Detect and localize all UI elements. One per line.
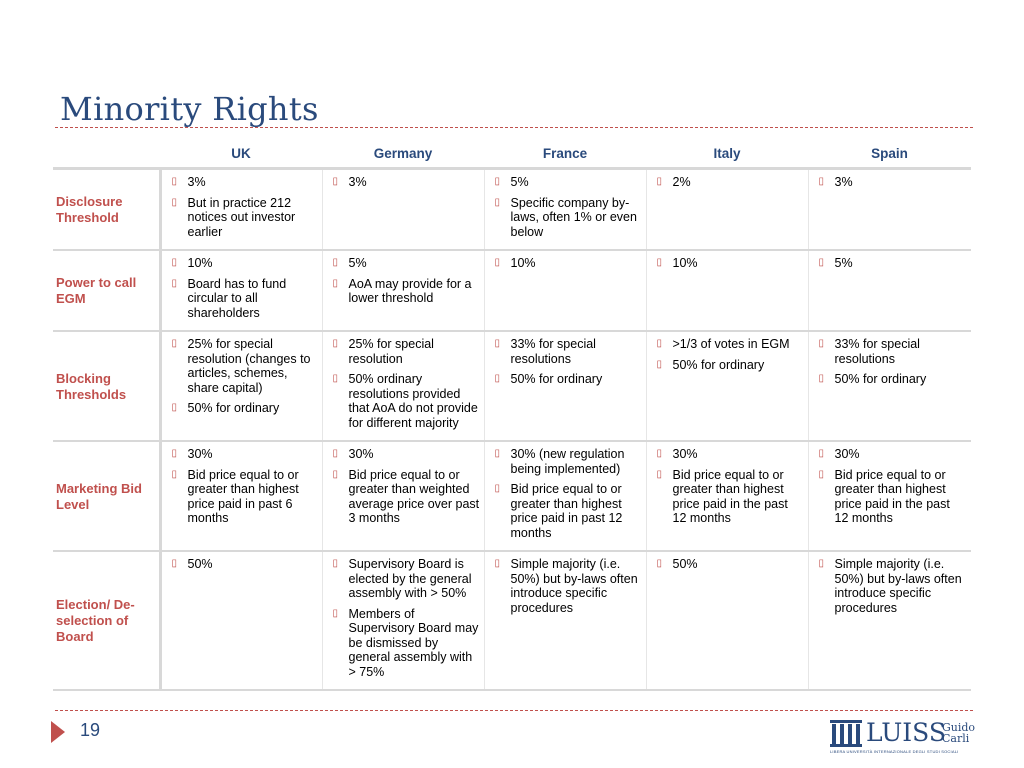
bullet-list — [168, 175, 318, 239]
table-cell — [322, 169, 484, 251]
column-header: UK — [160, 140, 322, 169]
bullet-list — [815, 557, 968, 615]
bullet-icon: ▯ — [332, 448, 339, 459]
row-header: Disclosure Threshold — [53, 169, 160, 251]
table-cell — [484, 250, 646, 331]
bullet-list — [815, 175, 968, 190]
bullet-text: 30% — [187, 447, 213, 461]
table-cell — [646, 441, 808, 551]
bullet-item — [168, 175, 318, 190]
bullet-icon: ▯ — [171, 468, 178, 480]
bullet-text: Bid price equal to or greater than highest price paid in the past 12 months — [834, 467, 950, 525]
bullet-icon: ▯ — [332, 558, 339, 569]
row-header: Power to call EGM — [53, 250, 160, 331]
bullet-text: 25% for special resolution (changes to articles, schemes, share capital) — [187, 337, 311, 395]
bullet-icon: ▯ — [332, 257, 339, 268]
bullet-list — [653, 175, 804, 190]
bullet-icon: ▯ — [494, 448, 501, 459]
bullet-text: >1/3 of votes in EGM — [672, 337, 790, 351]
bullet-list — [815, 447, 968, 526]
bullet-text: 50% — [187, 557, 213, 571]
bullet-text: Bid price equal to or greater than highest price paid in past 12 months — [510, 482, 623, 540]
bullet-item — [491, 557, 642, 615]
bullet-text: 5% — [510, 175, 529, 189]
bullet-list — [653, 557, 804, 572]
bullet-icon: ▯ — [494, 338, 501, 349]
bullet-list — [168, 337, 318, 416]
table-cell — [646, 551, 808, 690]
bullet-text: 2% — [672, 175, 691, 189]
bullet-text: Supervisory Board is elected by the general assembly with > 50% — [348, 557, 472, 600]
table-cell — [808, 169, 971, 251]
footer-divider — [55, 710, 973, 711]
bullet-list — [168, 256, 318, 320]
bullet-item — [329, 277, 480, 306]
bullet-list — [491, 337, 642, 387]
column-header: Germany — [322, 140, 484, 169]
logo-column — [840, 724, 844, 744]
table-cell — [160, 441, 322, 551]
bullet-text: 25% for special resolution — [348, 337, 434, 366]
bullet-item — [491, 256, 642, 271]
table-cell — [322, 331, 484, 441]
bullet-icon: ▯ — [494, 196, 501, 208]
table-cell — [646, 250, 808, 331]
luiss-logo — [830, 720, 975, 755]
table-cell — [484, 331, 646, 441]
bullet-item — [653, 256, 804, 271]
bullet-text: 5% — [834, 256, 853, 270]
bullet-icon: ▯ — [171, 277, 178, 289]
table-cell — [160, 250, 322, 331]
table-row — [53, 441, 971, 551]
bullet-icon: ▯ — [494, 483, 501, 494]
bullet-list — [329, 256, 480, 306]
bullet-text: 50% ordinary resolutions provided that AoA do not provide for different majority — [348, 372, 478, 430]
table-cell — [646, 331, 808, 441]
logo-pediment — [830, 720, 862, 723]
bullet-item — [653, 337, 804, 352]
bullet-list — [329, 447, 480, 526]
bullet-list — [168, 557, 318, 572]
bullet-icon: ▯ — [332, 607, 339, 619]
table-cell — [808, 250, 971, 331]
bullet-list — [653, 337, 804, 372]
table-cell — [160, 331, 322, 441]
bullet-icon: ▯ — [818, 558, 825, 569]
bullet-list — [491, 256, 642, 271]
table-row — [53, 250, 971, 331]
bullet-icon: ▯ — [171, 402, 178, 413]
table-header-row — [53, 140, 971, 169]
table-cell — [322, 551, 484, 690]
bullet-text: 33% for special resolutions — [510, 337, 596, 366]
table-cell — [808, 331, 971, 441]
corner-cell — [53, 140, 160, 169]
table-cell — [808, 551, 971, 690]
bullet-text: 50% — [672, 557, 698, 571]
bullet-item — [491, 447, 642, 476]
bullet-item — [653, 175, 804, 190]
table-cell — [484, 169, 646, 251]
bullet-icon: ▯ — [171, 257, 178, 268]
bullet-icon: ▯ — [332, 373, 339, 384]
bullet-text: 3% — [187, 175, 206, 189]
table-cell — [160, 169, 322, 251]
row-header: Election/ De-selection of Board — [53, 551, 160, 690]
bullet-item — [329, 557, 480, 601]
title-divider — [55, 127, 973, 128]
bullet-text: 3% — [348, 175, 367, 189]
bullet-item — [815, 337, 968, 366]
bullet-text: 30% — [672, 447, 698, 461]
bullet-item — [491, 175, 642, 190]
logo-base — [830, 744, 862, 747]
bullet-item — [329, 607, 480, 680]
bullet-text: Simple majority (i.e. 50%) but by-laws often introduce specific procedures — [510, 557, 638, 615]
bullet-item — [329, 175, 480, 190]
bullet-item — [653, 447, 804, 462]
bullet-item — [815, 372, 968, 387]
bullet-item — [168, 256, 318, 271]
bullet-item — [815, 447, 968, 462]
bullet-text: 10% — [672, 256, 698, 270]
page-number: 19 — [80, 720, 101, 740]
bullet-icon: ▯ — [332, 176, 339, 187]
table-cell — [484, 551, 646, 690]
bullet-icon: ▯ — [494, 558, 501, 569]
bullet-icon: ▯ — [818, 257, 825, 268]
bullet-item — [491, 482, 642, 540]
bullet-item — [168, 196, 318, 240]
slide-title: Minority Rights — [60, 90, 319, 128]
bullet-item — [168, 277, 318, 321]
bullet-icon: ▯ — [656, 448, 663, 459]
row-header: Marketing Bid Level — [53, 441, 160, 551]
bullet-text: 33% for special resolutions — [834, 337, 920, 366]
bullet-text: 3% — [834, 175, 853, 189]
logo-tagline: LIBERA UNIVERSITÀ INTERNAZIONALE DEGLI STUDI SOCIALI — [830, 749, 959, 754]
bullet-item — [815, 557, 968, 615]
bullet-text: Specific company by-laws, often 1% or even below — [510, 195, 637, 239]
bullet-list — [815, 256, 968, 271]
bullet-item — [815, 468, 968, 526]
bullet-icon: ▯ — [494, 257, 501, 268]
bullet-text: 50% for ordinary — [834, 372, 927, 386]
column-header: France — [484, 140, 646, 169]
bullet-text: 30% — [348, 447, 374, 461]
bullet-text: 10% — [187, 256, 213, 270]
bullet-text: AoA may provide for a lower threshold — [348, 276, 472, 305]
bullet-list — [653, 256, 804, 271]
bullet-icon: ▯ — [171, 196, 178, 208]
bullet-item — [653, 468, 804, 526]
logo-subtitle-line1: Guido — [942, 721, 976, 734]
bullet-text: 30% — [834, 447, 860, 461]
bullet-list — [168, 447, 318, 526]
bullet-text: 30% (new regulation being implemented) — [510, 447, 625, 476]
arrow-icon — [51, 721, 65, 743]
row-header: Blocking Thresholds — [53, 331, 160, 441]
logo-wordmark: LUISS — [866, 718, 946, 747]
table-row — [53, 551, 971, 690]
bullet-text: 50% for ordinary — [672, 357, 765, 372]
bullet-text: Simple majority (i.e. 50%) but by-laws often introduce specific procedures — [834, 557, 962, 615]
bullet-item — [168, 468, 318, 526]
bullet-item — [329, 372, 480, 430]
bullet-icon: ▯ — [656, 257, 663, 268]
logo-column — [848, 724, 852, 744]
bullet-icon: ▯ — [656, 358, 663, 370]
bullet-icon: ▯ — [171, 176, 178, 187]
bullet-icon: ▯ — [332, 468, 339, 480]
logo-subtitle-line2: Carli — [942, 732, 970, 745]
bullet-text: Bid price equal to or greater than weighted average price over past 3 months — [348, 467, 480, 525]
bullet-icon: ▯ — [818, 373, 825, 384]
bullet-icon: ▯ — [171, 448, 178, 459]
bullet-icon: ▯ — [656, 338, 663, 349]
logo-column — [832, 724, 836, 744]
table-cell — [322, 441, 484, 551]
bullet-item — [653, 358, 804, 373]
bullet-icon: ▯ — [332, 338, 339, 349]
bullet-icon: ▯ — [171, 338, 178, 349]
bullet-list — [815, 337, 968, 387]
bullet-text: But in practice 212 notices out investor earlier — [187, 195, 296, 239]
bullet-item — [168, 557, 318, 572]
bullet-item — [491, 196, 642, 240]
column-header: Italy — [646, 140, 808, 169]
column-header: Spain — [808, 140, 971, 169]
bullet-item — [329, 447, 480, 462]
bullet-list — [329, 557, 480, 679]
minority-rights-table — [53, 140, 971, 691]
table-cell — [160, 551, 322, 690]
bullet-item — [329, 468, 480, 526]
bullet-list — [491, 557, 642, 615]
bullet-text: Bid price equal to or greater than highest price paid in past 6 months — [187, 467, 299, 525]
bullet-icon: ▯ — [656, 176, 663, 187]
table-cell — [484, 441, 646, 551]
bullet-item — [815, 175, 968, 190]
bullet-item — [329, 337, 480, 366]
bullet-list — [653, 447, 804, 526]
table-cell — [646, 169, 808, 251]
bullet-icon: ▯ — [656, 468, 663, 480]
bullet-icon: ▯ — [818, 176, 825, 187]
bullet-text: 10% — [510, 256, 536, 270]
bullet-text: 50% for ordinary — [510, 372, 603, 386]
bullet-icon: ▯ — [818, 448, 825, 459]
bullet-icon: ▯ — [818, 338, 825, 349]
bullet-item — [329, 256, 480, 271]
bullet-icon: ▯ — [818, 468, 825, 480]
table-cell — [322, 250, 484, 331]
bullet-icon: ▯ — [656, 558, 663, 569]
bullet-item — [491, 337, 642, 366]
bullet-item — [168, 447, 318, 462]
bullet-item — [168, 337, 318, 395]
bullet-list — [329, 175, 480, 190]
bullet-icon: ▯ — [332, 277, 339, 289]
bullet-icon: ▯ — [171, 558, 178, 569]
bullet-text: 50% for ordinary — [187, 401, 280, 415]
bullet-text: Bid price equal to or greater than highest price paid in the past 12 months — [672, 467, 788, 525]
logo-subtitle — [942, 722, 975, 744]
bullet-item — [815, 256, 968, 271]
bullet-item — [653, 557, 804, 572]
bullet-list — [491, 175, 642, 239]
table-row — [53, 331, 971, 441]
bullet-icon: ▯ — [494, 176, 501, 187]
bullet-text: Members of Supervisory Board may be dismissed by general assembly with > 75% — [348, 606, 479, 679]
bullet-item — [168, 401, 318, 416]
bullet-list — [329, 337, 480, 430]
bullet-text: 5% — [348, 256, 367, 270]
table-cell — [808, 441, 971, 551]
table-row — [53, 169, 971, 251]
bullet-icon: ▯ — [494, 373, 501, 384]
bullet-list — [491, 447, 642, 540]
bullet-text: Board has to fund circular to all shareholders — [187, 276, 287, 320]
bullet-item — [491, 372, 642, 387]
logo-column — [856, 724, 860, 744]
